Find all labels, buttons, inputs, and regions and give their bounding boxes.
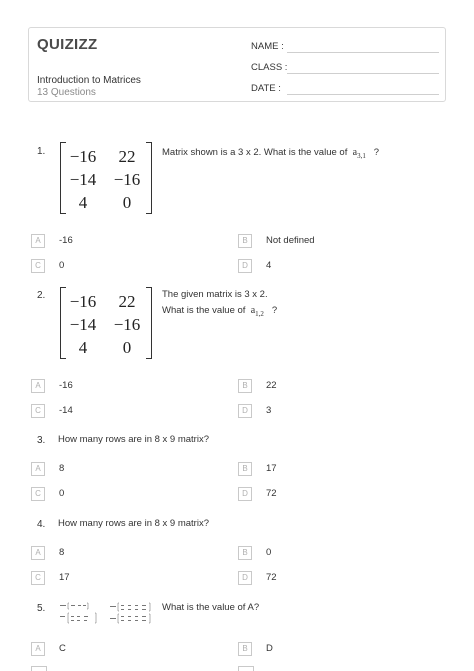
- option-text: D: [266, 643, 273, 654]
- name-label: NAME :: [251, 41, 284, 52]
- question-number: 2.: [37, 290, 46, 301]
- matrix-cell: 22: [118, 292, 136, 311]
- option-text: -14: [59, 405, 73, 416]
- matrix: [60, 142, 152, 214]
- option-text: 4: [266, 260, 272, 271]
- option-letter-box: C: [31, 259, 45, 273]
- matrix-cell: 22: [118, 147, 136, 166]
- option-letter-box: C: [31, 404, 45, 418]
- matrix-element: [251, 305, 264, 316]
- question-count: 13 Questions: [37, 87, 96, 98]
- option-letter-box: D: [238, 571, 252, 585]
- option-text: 0: [266, 547, 272, 558]
- matrix-cell: −14: [69, 170, 97, 189]
- question-text: [162, 145, 379, 161]
- matrix-cell: −16: [69, 147, 97, 166]
- option-text: 0: [59, 260, 65, 271]
- option-text: 8: [59, 463, 65, 474]
- question-prompt: Matrix shown is a 3 x 2. What is the value of: [162, 147, 348, 158]
- question-line: [162, 303, 277, 319]
- worksheet-header: [28, 27, 446, 102]
- tiny-equation-icon: [58, 601, 154, 625]
- question-line: The given matrix is 3 x 2.: [162, 289, 268, 300]
- element-subscript: 1,2: [255, 310, 264, 318]
- option-letter-box: C: [31, 571, 45, 585]
- question-mark: ?: [373, 147, 380, 158]
- option-letter-box: [238, 666, 254, 671]
- question-number: 4.: [37, 519, 46, 530]
- matrix-cell: −16: [113, 315, 141, 334]
- option-text: C: [59, 643, 66, 654]
- equation-image: [58, 601, 154, 625]
- option-letter-box: [31, 666, 47, 671]
- option-letter-box: B: [238, 642, 252, 656]
- option-letter-box: B: [238, 234, 252, 248]
- question-number: 3.: [37, 435, 46, 446]
- element-variable: a: [250, 305, 256, 316]
- question-text: How many rows are in 8 x 9 matrix?: [58, 434, 209, 445]
- option-text: 8: [59, 547, 65, 558]
- option-text: -16: [59, 380, 73, 391]
- question-number: 1.: [37, 146, 46, 157]
- matrix: [60, 287, 152, 359]
- question-number: 5.: [37, 603, 46, 614]
- option-text: 0: [59, 488, 65, 499]
- question-mark: ?: [271, 305, 278, 316]
- question-prompt: What is the value of: [162, 305, 246, 316]
- option-letter-box: A: [31, 462, 45, 476]
- option-letter-box: D: [238, 259, 252, 273]
- matrix-cell: 0: [122, 193, 132, 212]
- matrix-element: [353, 147, 366, 158]
- option-letter-box: B: [238, 379, 252, 393]
- class-label: CLASS :: [251, 62, 288, 73]
- quizizz-logo: QUIZIZZ: [37, 36, 98, 53]
- option-letter-box: A: [31, 642, 45, 656]
- option-text: 3: [266, 405, 272, 416]
- option-text: 17: [59, 572, 70, 583]
- option-text: 22: [266, 380, 277, 391]
- question-text: What is the value of A?: [162, 602, 260, 613]
- option-text: Not defined: [266, 235, 315, 246]
- option-text: 72: [266, 488, 277, 499]
- option-letter-box: D: [238, 404, 252, 418]
- option-text: -16: [59, 235, 73, 246]
- option-letter-box: B: [238, 462, 252, 476]
- class-line[interactable]: [287, 73, 439, 74]
- option-letter-box: C: [31, 487, 45, 501]
- question-text: How many rows are in 8 x 9 matrix?: [58, 518, 209, 529]
- matrix-cell: 4: [78, 338, 88, 357]
- option-letter-box: B: [238, 546, 252, 560]
- element-subscript: 3,1: [357, 152, 366, 160]
- matrix-cell: −16: [113, 170, 141, 189]
- option-letter-box: A: [31, 546, 45, 560]
- date-label: DATE :: [251, 83, 281, 94]
- option-letter-box: A: [31, 234, 45, 248]
- matrix-cell: 0: [122, 338, 132, 357]
- name-line[interactable]: [287, 52, 439, 53]
- matrix-cell: 4: [78, 193, 88, 212]
- worksheet-title: Introduction to Matrices: [37, 75, 141, 86]
- option-letter-box: D: [238, 487, 252, 501]
- option-text: 17: [266, 463, 277, 474]
- matrix-cell: −16: [69, 292, 97, 311]
- option-letter-box: A: [31, 379, 45, 393]
- option-text: 72: [266, 572, 277, 583]
- element-variable: a: [352, 147, 358, 158]
- date-line[interactable]: [287, 94, 439, 95]
- question-text: [162, 287, 277, 319]
- matrix-cell: −14: [69, 315, 97, 334]
